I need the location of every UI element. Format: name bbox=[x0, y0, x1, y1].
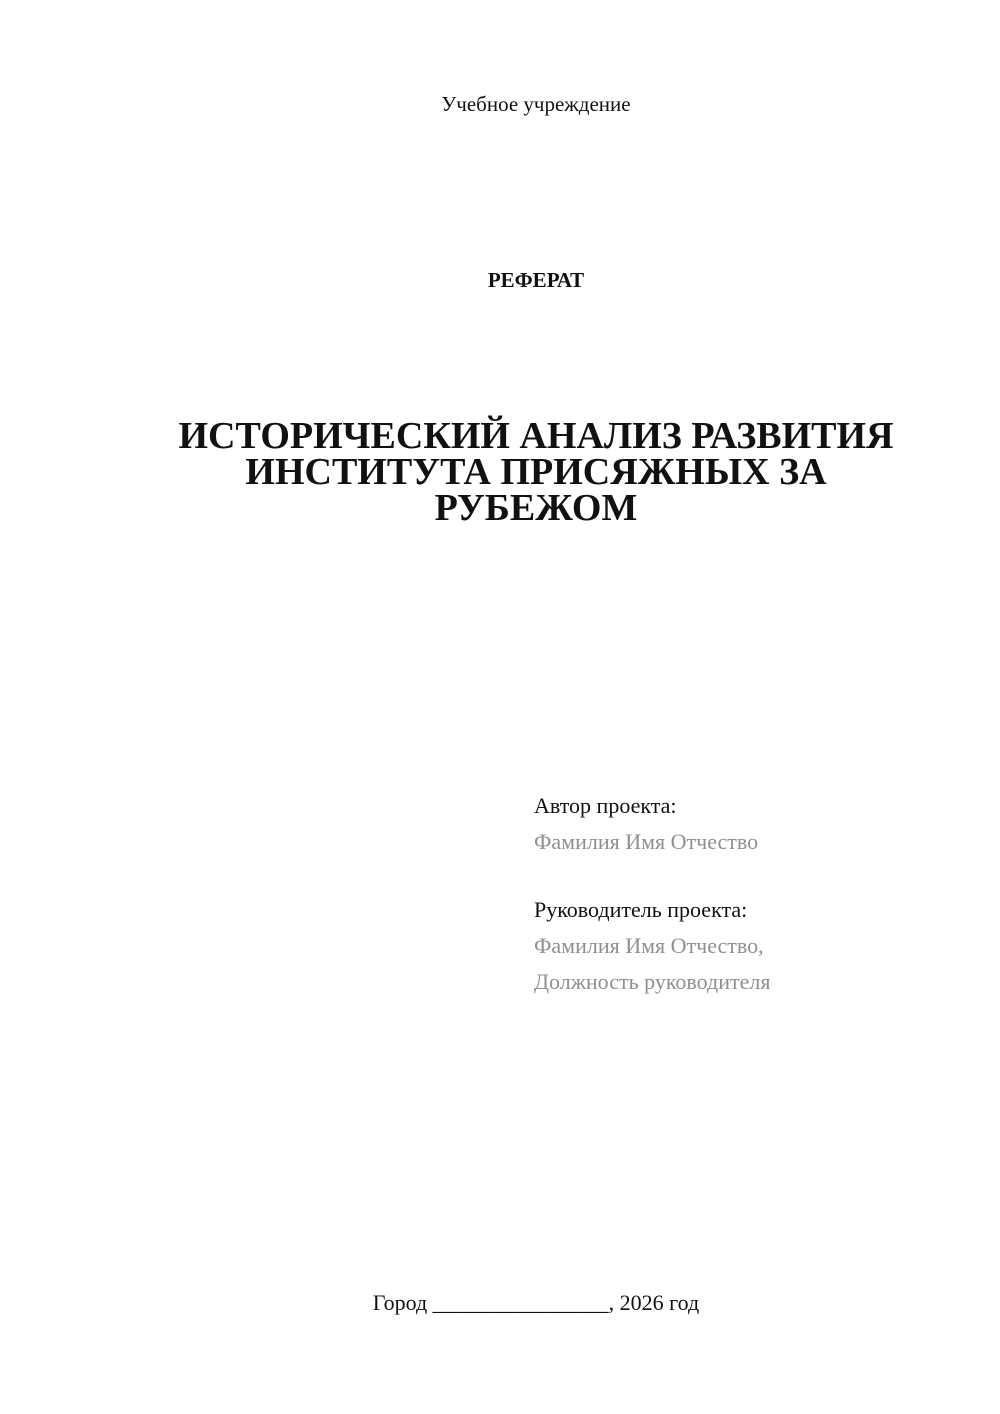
supervisor-name: Фамилия Имя Отчество, bbox=[534, 933, 764, 958]
document-title bbox=[0, 415, 1000, 529]
title-line: ИСТОРИЧЕСКИЙ АНАЛИЗ РАЗВИТИЯ bbox=[178, 415, 894, 457]
author-name: Фамилия Имя Отчество bbox=[534, 829, 759, 854]
title-line: ИНСТИТУТА ПРИСЯЖНЫХ ЗА bbox=[245, 451, 827, 493]
authors-block bbox=[534, 788, 770, 1000]
city-year-line: Город ________________, 2026 год bbox=[372, 1290, 700, 1315]
institution-name: Учебное учреждение bbox=[441, 92, 631, 116]
supervisor-position: Должность руководителя bbox=[534, 969, 771, 994]
author-label: Автор проекта: bbox=[534, 793, 677, 818]
supervisor-label: Руководитель проекта: bbox=[534, 897, 748, 922]
document-type: РЕФЕРАТ bbox=[487, 268, 585, 292]
title-line: РУБЕЖОМ bbox=[434, 487, 638, 529]
